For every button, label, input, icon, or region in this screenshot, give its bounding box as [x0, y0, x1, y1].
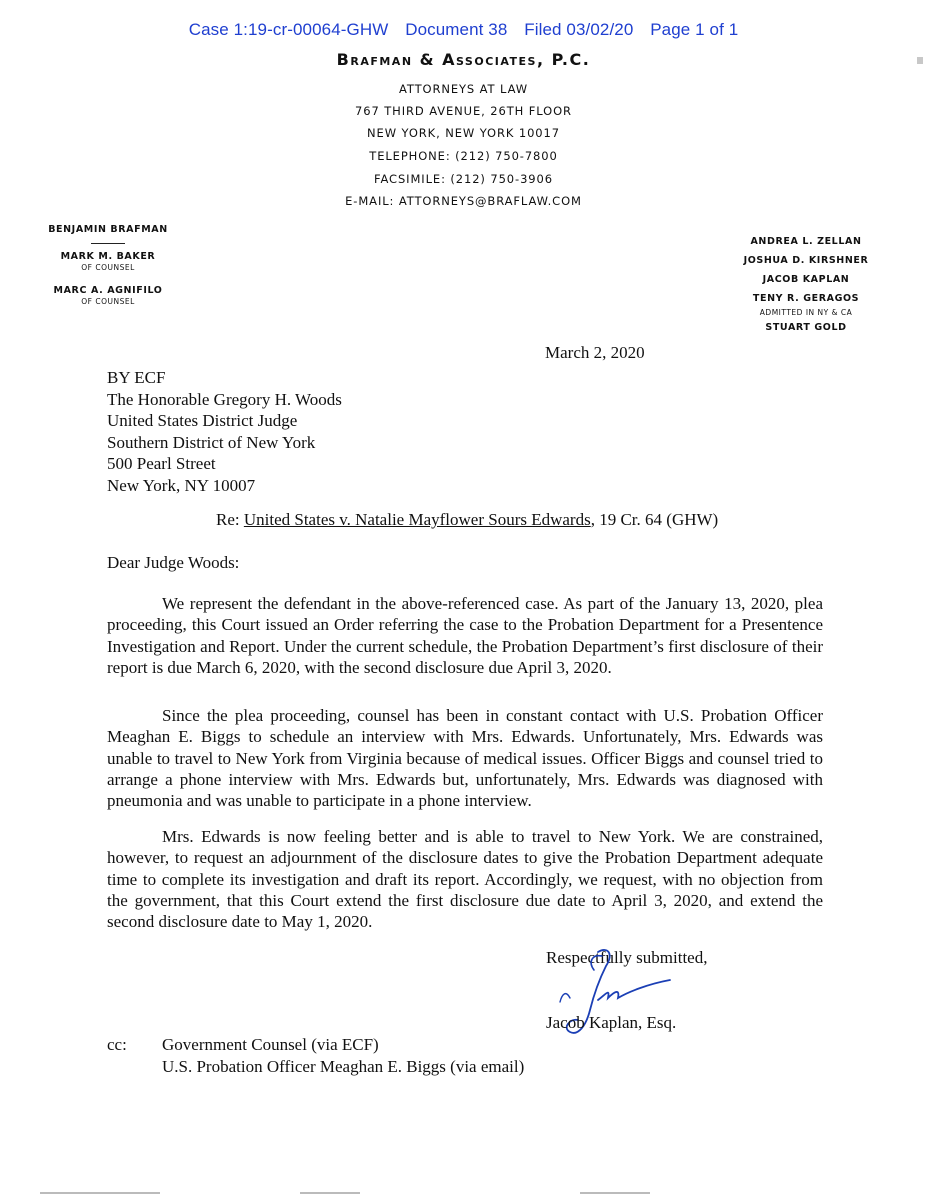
- attorney-name: JOSHUA D. KIRSHNER: [743, 255, 869, 266]
- addressee-line: Southern District of New York: [107, 432, 316, 452]
- addressee-line: New York, NY 10007: [107, 475, 256, 495]
- attorney-name: MARK M. BAKER: [60, 251, 156, 262]
- left-attorney-column: [36, 223, 180, 307]
- cc-recipient: Government Counsel (via ECF): [162, 1035, 379, 1054]
- ecf-document-number: Document 38: [405, 20, 508, 39]
- closing: Respectfully submitted,: [546, 948, 708, 967]
- attorney-title: OF COUNSEL: [81, 297, 135, 306]
- ecf-header: [0, 20, 927, 40]
- addressee-line: United States District Judge: [107, 411, 298, 430]
- ecf-page-count: Page 1 of 1: [650, 20, 739, 39]
- addressee-block: [107, 367, 342, 496]
- letterhead-line: NEW YORK, NEW YORK 10017: [367, 126, 560, 140]
- letterhead-line: 767 THIRD AVENUE, 26TH FLOOR: [355, 104, 572, 118]
- scan-edge-mark: [40, 1192, 160, 1194]
- salutation: Dear Judge Woods:: [107, 553, 240, 572]
- cc-label: cc:: [107, 1035, 127, 1054]
- re-prefix: Re:: [216, 510, 244, 529]
- firm-name: Brafman & Associates, P.C.: [336, 50, 591, 69]
- body-paragraph: Mrs. Edwards is now feeling better and is able to travel to New York. We are constrained, however, to request an adjournment of the disclosure dates to give the Probation Department adequate time to complete its investigation and draft its report. Accordingly, we request, with no objection from the government, that this Court extend the first disclosure due date to April 3, 2020, and extend the second disclosure date to May 1, 2020.: [107, 827, 823, 932]
- re-line: [216, 509, 718, 530]
- divider: [91, 243, 125, 244]
- cc-recipient: U.S. Probation Officer Meaghan E. Biggs (via email): [162, 1057, 525, 1076]
- attorney-name: TENY R. GERAGOS: [752, 293, 860, 304]
- attorney-name: ANDREA L. ZELLAN: [750, 236, 862, 247]
- attorney-admission-note: ADMITTED IN NY & CA: [759, 308, 853, 317]
- attorney-name: JACOB KAPLAN: [762, 274, 850, 285]
- re-case-name: United States v. Natalie Mayflower Sours Edwards: [243, 510, 591, 529]
- letter-date: March 2, 2020: [545, 343, 645, 362]
- body-paragraph: We represent the defendant in the above-referenced case. As part of the January 13, 2020, plea proceeding, this Court issued an Order referring the case to the Probation Department for a Presentence Investigation and Report. Under the current schedule, the Probation Department’s first disclosure of their report is due March 6, 2020, with the second disclosure due April 3, 2020.: [107, 594, 823, 677]
- attorney-title: OF COUNSEL: [81, 263, 135, 272]
- letterhead-line: ATTORNEYS AT LAW: [398, 82, 529, 96]
- attorney-name: BENJAMIN BRAFMAN: [48, 224, 168, 235]
- addressee-line: 500 Pearl Street: [107, 454, 216, 473]
- letterhead-line: E-MAIL: ATTORNEYS@BRAFLAW.COM: [345, 194, 582, 208]
- right-attorney-column: [726, 232, 886, 337]
- scan-edge-mark: [300, 1192, 360, 1194]
- ecf-case-number: Case 1:19-cr-00064-GHW: [188, 20, 389, 39]
- letterhead-line: FACSIMILE: (212) 750-3906: [374, 172, 553, 186]
- attorney-name: MARC A. AGNIFILO: [53, 285, 163, 296]
- signer-name: Jacob Kaplan, Esq.: [546, 1013, 677, 1032]
- delivery-method: BY ECF: [107, 368, 166, 387]
- addressee-line: The Honorable Gregory H. Woods: [107, 389, 342, 409]
- scan-edge-mark: [580, 1192, 650, 1194]
- attorney-name: STUART GOLD: [765, 322, 847, 333]
- letterhead-line: TELEPHONE: (212) 750-7800: [369, 149, 558, 163]
- body-paragraph: Since the plea proceeding, counsel has been in constant contact with U.S. Probation Officer Meaghan E. Biggs to schedule an interview with Mrs. Edwards. Unfortunately, Mrs. Edwards was unable to travel to New York from Virginia because of medical issues. Officer Biggs and counsel tried to arrange a phone interview with Mrs. Edwards but, unfortunately, Mrs. Edwards was diagnosed with pneumonia and was unable to participate in a phone interview.: [107, 706, 823, 811]
- ecf-filed-date: Filed 03/02/20: [524, 20, 634, 39]
- re-case-number: , 19 Cr. 64 (GHW): [590, 510, 719, 529]
